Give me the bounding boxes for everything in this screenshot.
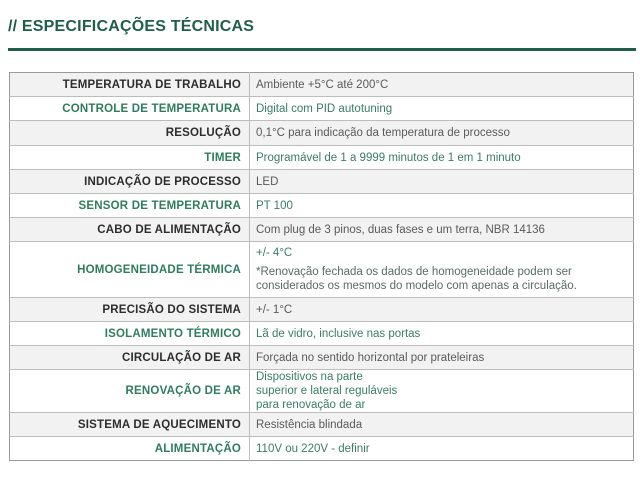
spec-value: Ambiente +5°C até 200°C [250,73,634,97]
spec-value: Com plug de 3 pinos, duas fases e um terra, NBR 14136 [250,218,634,242]
spec-label: TEMPERATURA DE TRABALHO [10,73,250,97]
spec-value: Resistência blindada [250,413,634,437]
title-divider [8,48,636,51]
spec-label: ALIMENTAÇÃO [10,437,250,461]
spec-value: Programável de 1 a 9999 minutos de 1 em 1 minuto [250,146,634,170]
spec-label: RENOVAÇÃO DE AR [10,370,250,413]
table-row [10,413,634,437]
table-row [10,146,634,170]
table-row [10,298,634,322]
spec-label: HOMOGENEIDADE TÉRMICA [10,242,250,298]
table-row [10,322,634,346]
table-row [10,73,634,97]
spec-label: CIRCULAÇÃO DE AR [10,346,250,370]
spec-value: Dispositivos na parte superior e lateral reguláveis para renovação de ar [250,370,634,413]
spec-footnote: *Renovação fechada os dados de homogeneidade podem ser considerados os mesmos do modelo com apenas a circulação. [256,266,577,292]
section-title: // ESPECIFICAÇÕES TÉCNICAS [8,18,255,35]
spec-value: LED [250,170,634,194]
spec-label: RESOLUÇÃO [10,121,250,146]
spec-label: SENSOR DE TEMPERATURA [10,194,250,218]
spec-value: PT 100 [250,194,634,218]
spec-label: INDICAÇÃO DE PROCESSO [10,170,250,194]
spec-value-main: +/- 4°C [256,247,293,259]
spec-value: Forçada no sentido horizontal por prateleiras [250,346,634,370]
table-row [10,437,634,461]
specifications-table [9,72,634,461]
table-row [10,218,634,242]
spec-label: ISOLAMENTO TÉRMICO [10,322,250,346]
table-row [10,346,634,370]
table-row [10,242,634,298]
table-row [10,97,634,121]
spec-value [250,242,634,298]
spec-value: 0,1°C para indicação da temperatura de processo [250,121,634,146]
spec-value: 110V ou 220V - definir [250,437,634,461]
spec-value: +/- 1°C [250,298,634,322]
table-row [10,194,634,218]
spec-label: TIMER [10,146,250,170]
spec-value: Digital com PID autotuning [250,97,634,121]
spec-label: SISTEMA DE AQUECIMENTO [10,413,250,437]
table-row [10,170,634,194]
spec-label: PRECISÃO DO SISTEMA [10,298,250,322]
spec-label: CABO DE ALIMENTAÇÃO [10,218,250,242]
spec-value: Lã de vidro, inclusive nas portas [250,322,634,346]
table-row [10,121,634,146]
spec-label: CONTROLE DE TEMPERATURA [10,97,250,121]
table-row [10,370,634,413]
